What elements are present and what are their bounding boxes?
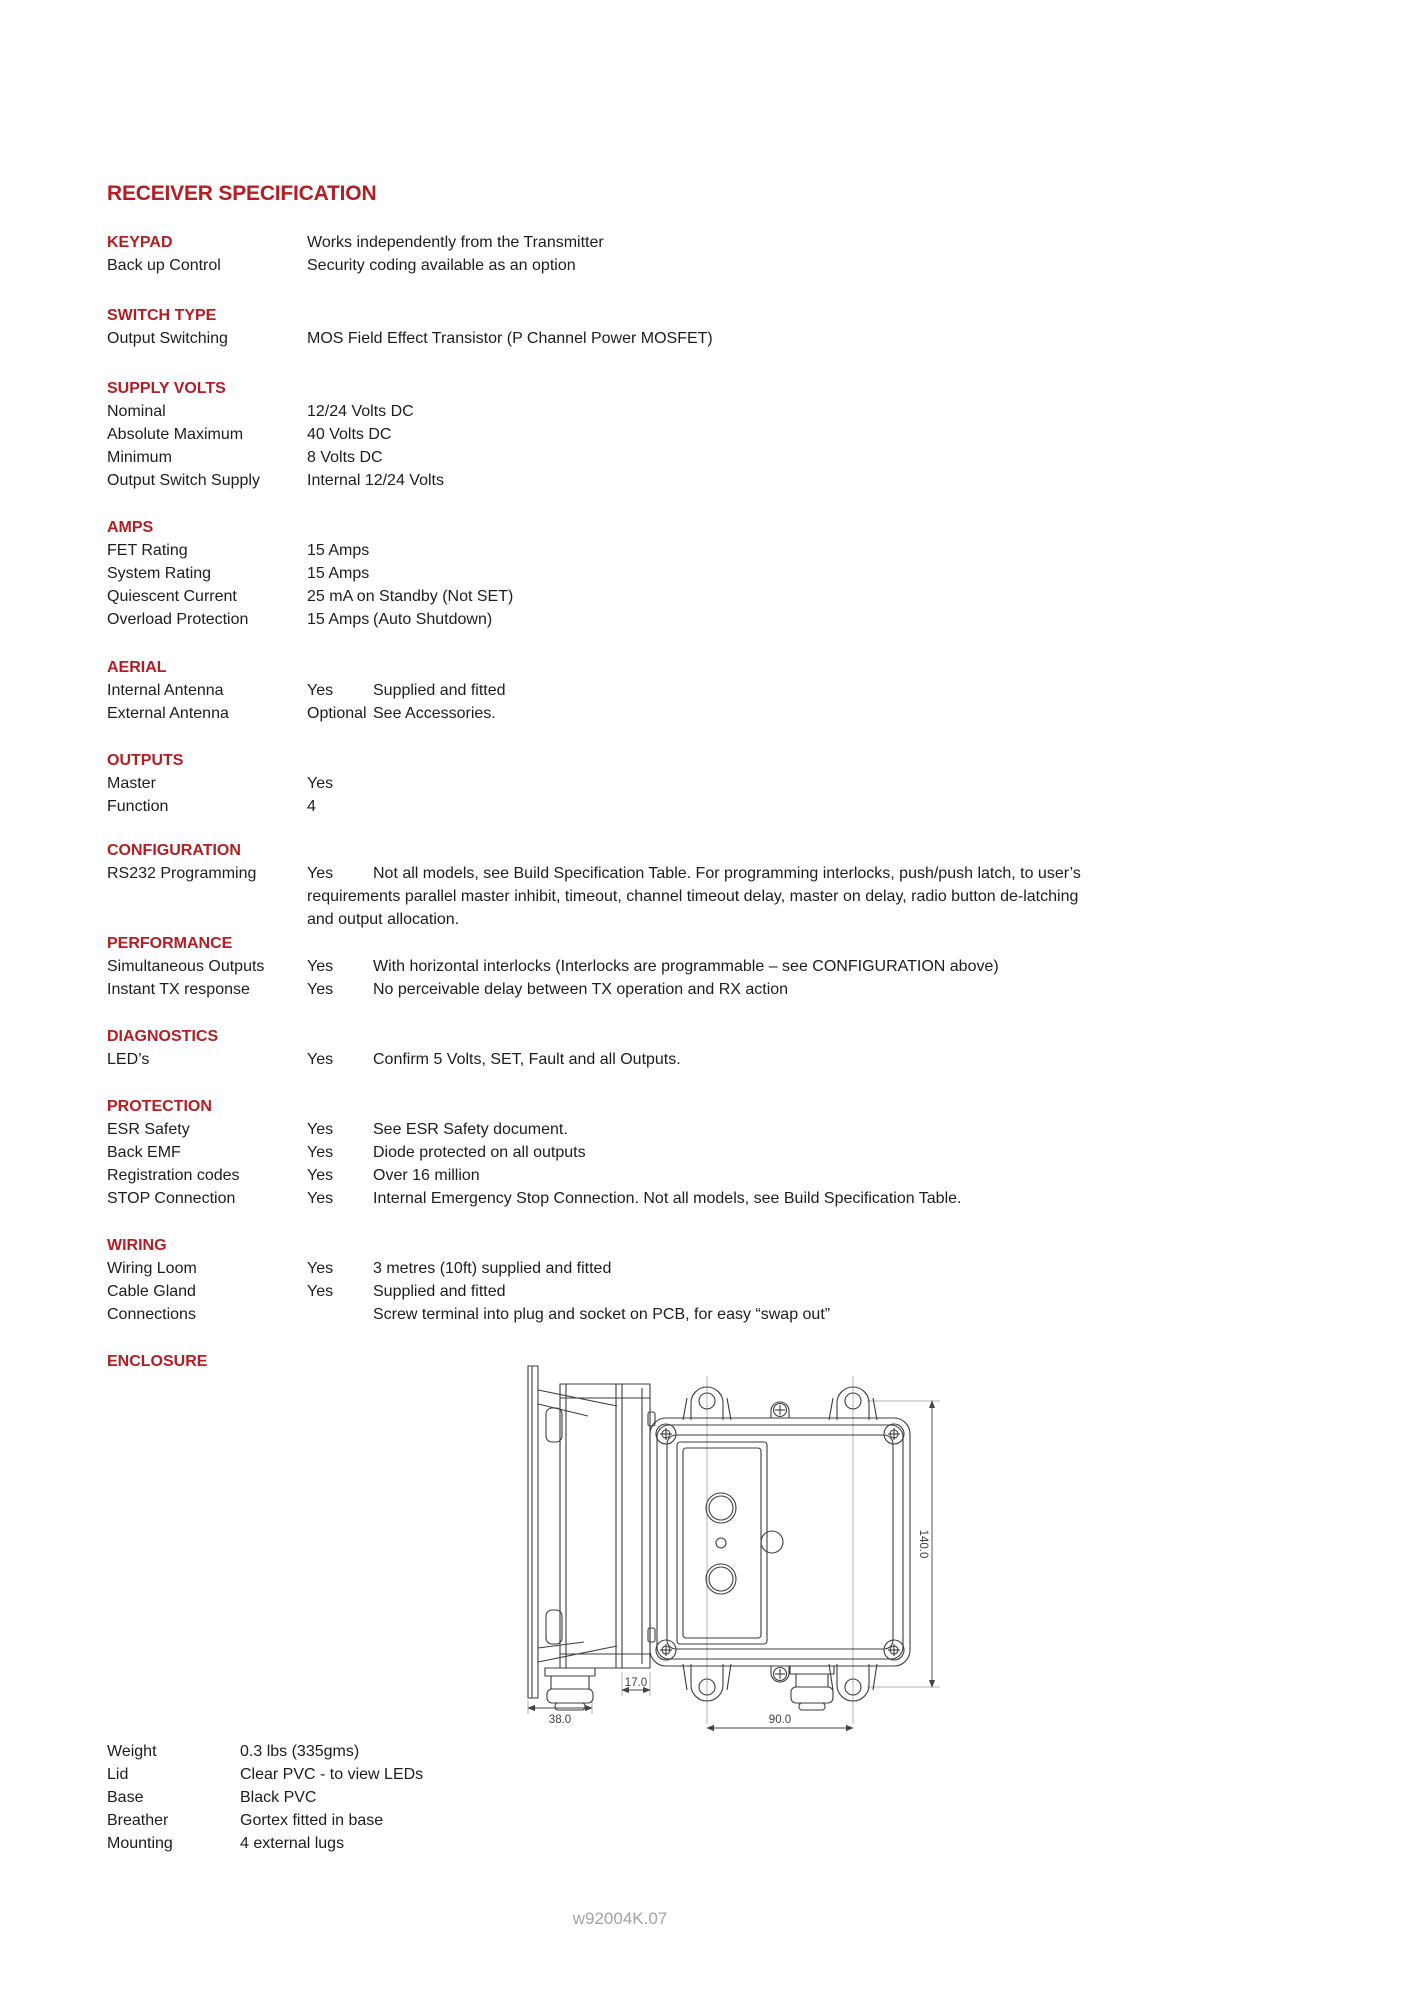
spec-value: MOS Field Effect Transistor (P Channel Power MOSFET) xyxy=(307,330,713,347)
spec-row xyxy=(107,1763,1007,1786)
spec-label: Registration codes xyxy=(107,1167,240,1184)
spec-row xyxy=(107,585,1317,608)
spec-value: Clear PVC - to view LEDs xyxy=(240,1766,424,1783)
section-configuration xyxy=(107,839,1317,931)
spec-row xyxy=(107,679,1317,702)
section-heading: AERIAL xyxy=(107,659,167,676)
section-heading-row xyxy=(107,656,1317,679)
section-heading: AMPS xyxy=(107,519,154,536)
spec-value: Optional xyxy=(307,705,367,722)
spec-row xyxy=(107,1303,1317,1326)
spec-value: Yes xyxy=(307,1051,334,1068)
spec-label: Simultaneous Outputs xyxy=(107,958,265,975)
spec-value: 15 Amps xyxy=(307,611,370,628)
spec-value: Yes xyxy=(307,1167,334,1184)
spec-row xyxy=(107,1786,1007,1809)
spec-value: 12/24 Volts DC xyxy=(307,403,414,420)
spec-desc: Over 16 million xyxy=(373,1167,480,1184)
spec-label: Output Switch Supply xyxy=(107,472,260,489)
spec-label: Master xyxy=(107,775,156,792)
spec-desc: Internal Emergency Stop Connection. Not all models, see Build Specification Table. xyxy=(373,1190,962,1207)
spec-row xyxy=(107,1118,1317,1141)
spec-row xyxy=(107,539,1317,562)
section-heading-row xyxy=(107,839,1317,862)
spec-label: Breather xyxy=(107,1812,169,1829)
spec-label: LED’s xyxy=(107,1051,150,1068)
spec-desc: See Accessories. xyxy=(373,705,496,722)
enclosure-technical-drawing xyxy=(420,1356,980,1741)
section-heading-row xyxy=(107,1095,1317,1118)
section-heading-row xyxy=(107,377,1317,400)
spec-row xyxy=(107,1257,1317,1280)
spec-value: Black PVC xyxy=(240,1789,317,1806)
spec-row xyxy=(107,446,1317,469)
spec-label: External Antenna xyxy=(107,705,229,722)
spec-label: Base xyxy=(107,1789,144,1806)
spec-value: Yes xyxy=(307,865,334,882)
spec-row xyxy=(107,1164,1317,1187)
section-heading-row xyxy=(107,231,1317,254)
spec-row xyxy=(107,862,1317,885)
section-outputs xyxy=(107,749,1317,818)
spec-value: Security coding available as an option xyxy=(307,257,576,274)
dim-width-label: 90.0 xyxy=(768,1714,792,1726)
dim-base-depth-label: 38.0 xyxy=(548,1714,572,1726)
spec-desc: Supplied and fitted xyxy=(373,1283,506,1300)
enclosure-side-view xyxy=(528,1366,655,1710)
spec-desc: With horizontal interlocks (Interlocks are programmable – see CONFIGURATION above) xyxy=(373,958,999,975)
spec-row xyxy=(107,562,1317,585)
spec-value: Yes xyxy=(307,775,334,792)
spec-row xyxy=(107,423,1317,446)
section-heading: SUPPLY VOLTS xyxy=(107,380,226,397)
spec-label: Connections xyxy=(107,1306,196,1323)
spec-row xyxy=(107,1280,1317,1303)
section-wiring xyxy=(107,1234,1317,1326)
spec-value: 4 xyxy=(307,798,316,815)
section-heading-row xyxy=(107,749,1317,772)
spec-row xyxy=(107,978,1317,1001)
spec-label: Nominal xyxy=(107,403,166,420)
spec-desc-continuation: requirements parallel master inhibit, timeout, channel timeout delay, master on delay, radio button de-latching xyxy=(307,888,1079,905)
spec-label: Cable Gland xyxy=(107,1283,196,1300)
spec-label: Function xyxy=(107,798,169,815)
section-protection xyxy=(107,1095,1317,1210)
spec-value: 8 Volts DC xyxy=(307,449,383,466)
spec-label: Overload Protection xyxy=(107,611,249,628)
dim-lid-depth-label: 17.0 xyxy=(624,1677,648,1689)
section-amps xyxy=(107,516,1317,631)
spec-row xyxy=(107,795,1317,818)
spec-value: 4 external lugs xyxy=(240,1835,345,1852)
section-diagnostics xyxy=(107,1025,1317,1071)
section-aerial xyxy=(107,656,1317,725)
spec-desc: Supplied and fitted xyxy=(373,682,506,699)
section-keypad xyxy=(107,231,1317,277)
spec-value: Yes xyxy=(307,1144,334,1161)
spec-value: 15 Amps xyxy=(307,542,370,559)
spec-row xyxy=(107,469,1317,492)
enclosure-details xyxy=(107,1740,1007,1855)
section-performance xyxy=(107,932,1317,1001)
spec-row xyxy=(107,400,1317,423)
section-heading: PERFORMANCE xyxy=(107,935,233,952)
spec-row xyxy=(107,1048,1317,1071)
section-heading: DIAGNOSTICS xyxy=(107,1028,219,1045)
section-switch-type xyxy=(107,304,1317,350)
document-reference: w92004K.07 xyxy=(572,1909,668,1928)
spec-row xyxy=(107,772,1317,795)
spec-label: Mounting xyxy=(107,1835,173,1852)
spec-desc: No perceivable delay between TX operation and RX action xyxy=(373,981,789,998)
spec-value: 40 Volts DC xyxy=(307,426,392,443)
spec-row xyxy=(107,955,1317,978)
section-heading: OUTPUTS xyxy=(107,752,184,769)
corner-screws xyxy=(656,1424,904,1660)
spec-value: Yes xyxy=(307,1283,334,1300)
spec-label: RS232 Programming xyxy=(107,865,257,882)
spec-value: 15 Amps xyxy=(307,565,370,582)
dimension-labels xyxy=(549,1530,929,1726)
spec-value: Yes xyxy=(307,1190,334,1207)
spec-label: ESR Safety xyxy=(107,1121,190,1138)
spec-label: Wiring Loom xyxy=(107,1260,197,1277)
spec-label: Weight xyxy=(107,1743,157,1760)
spec-value: Yes xyxy=(307,981,334,998)
spec-row xyxy=(107,608,1317,631)
spec-value: Works independently from the Transmitter xyxy=(307,234,604,251)
enclosure-front-view xyxy=(650,1387,910,1710)
dim-height-label: 140.0 xyxy=(917,1529,929,1559)
section-heading: CONFIGURATION xyxy=(107,842,241,859)
spec-row xyxy=(107,1809,1007,1832)
spec-value xyxy=(307,1303,373,1326)
spec-row xyxy=(107,702,1317,725)
section-heading-row xyxy=(107,932,1317,955)
spec-row xyxy=(107,1832,1007,1855)
spec-row xyxy=(107,327,1317,350)
spec-label: Output Switching xyxy=(107,330,228,347)
spec-value: Yes xyxy=(307,958,334,975)
spec-desc: Confirm 5 Volts, SET, Fault and all Outputs. xyxy=(373,1051,681,1068)
section-heading: KEYPAD xyxy=(107,234,173,251)
spec-value: Gortex fitted in base xyxy=(240,1812,384,1829)
spec-desc: Diode protected on all outputs xyxy=(373,1144,586,1161)
page-title: RECEIVER SPECIFICATION xyxy=(107,182,377,205)
spec-desc: Screw terminal into plug and socket on PCB, for easy “swap out” xyxy=(373,1306,831,1323)
spec-value: Yes xyxy=(307,1121,334,1138)
spec-value: Yes xyxy=(307,1260,334,1277)
spec-desc-continuation: and output allocation. xyxy=(307,911,460,928)
spec-row xyxy=(107,254,1317,277)
spec-label: Back up Control xyxy=(107,257,221,274)
section-supply-volts xyxy=(107,377,1317,492)
spec-label: FET Rating xyxy=(107,542,188,559)
spec-desc: 3 metres (10ft) supplied and fitted xyxy=(373,1260,612,1277)
spec-desc: (Auto Shutdown) xyxy=(373,611,493,628)
spec-desc: Not all models, see Build Specification Table. For programming interlocks, push/push latch, to user’s xyxy=(373,865,1081,882)
section-heading-row xyxy=(107,1025,1317,1048)
spec-value: Yes xyxy=(307,682,334,699)
spec-label: Absolute Maximum xyxy=(107,426,244,443)
section-heading-row xyxy=(107,516,1317,539)
spec-label: Internal Antenna xyxy=(107,682,224,699)
section-heading-row xyxy=(107,1234,1317,1257)
spec-value: Internal 12/24 Volts xyxy=(307,472,444,489)
spec-row xyxy=(107,1141,1317,1164)
spec-label: Quiescent Current xyxy=(107,588,237,605)
section-heading: ENCLOSURE xyxy=(107,1353,208,1370)
spec-value: 25 mA on Standby (Not SET) xyxy=(307,588,514,605)
spec-row xyxy=(107,1740,1007,1763)
spec-label: Lid xyxy=(107,1766,129,1783)
spec-label: Instant TX response xyxy=(107,981,250,998)
spec-label: System Rating xyxy=(107,565,212,582)
spec-row xyxy=(107,1187,1317,1210)
section-heading: WIRING xyxy=(107,1237,167,1254)
spec-label: Minimum xyxy=(107,449,172,466)
spec-desc: See ESR Safety document. xyxy=(373,1121,568,1138)
drawing-extension-lines xyxy=(528,1376,940,1724)
spec-label: STOP Connection xyxy=(107,1190,236,1207)
section-heading: SWITCH TYPE xyxy=(107,307,217,324)
spec-label: Back EMF xyxy=(107,1144,181,1161)
section-heading-row xyxy=(107,304,1317,327)
section-heading: PROTECTION xyxy=(107,1098,212,1115)
spec-value: 0.3 lbs (335gms) xyxy=(240,1743,360,1760)
